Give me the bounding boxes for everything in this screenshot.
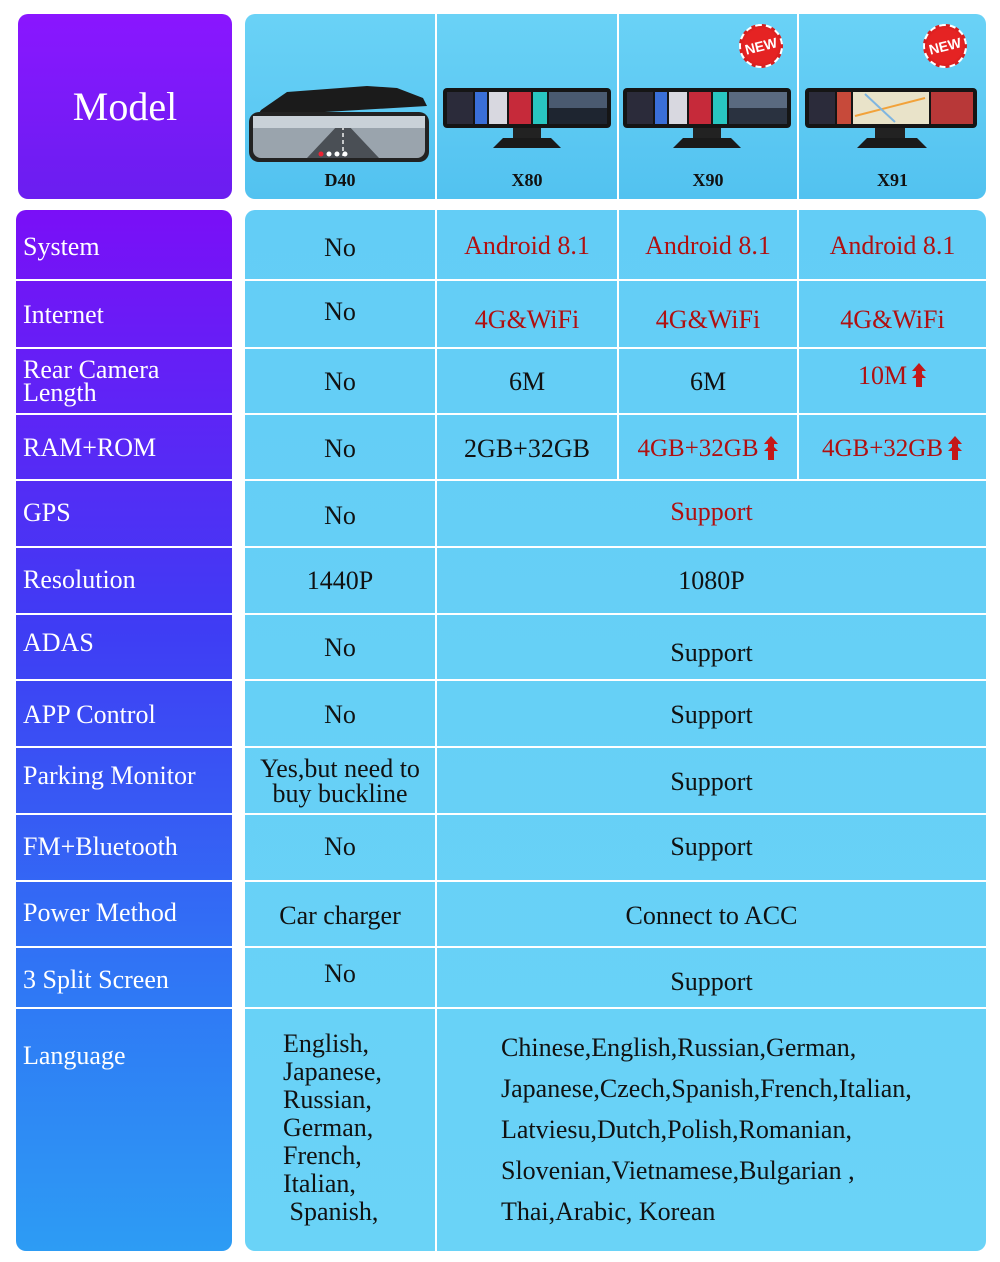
- cell-others-app-control: Support: [670, 699, 753, 729]
- label-line: Length: [23, 378, 97, 407]
- label-adas: ADAS: [23, 627, 94, 657]
- language-item: English,: [283, 1029, 369, 1058]
- label-parking-monitor: Parking Monitor: [23, 760, 196, 790]
- dashboard-dashcam-image: [623, 86, 791, 156]
- cell-others-language: [501, 1027, 981, 1232]
- label-app-control: APP Control: [23, 699, 156, 729]
- model-x91: [799, 14, 986, 199]
- cell-value: 4GB+32GB: [821, 434, 944, 462]
- cell-others-parking-monitor: Support: [670, 766, 753, 796]
- cell-x91-rear-camera: [799, 343, 986, 407]
- label-line: Rear Camera: [23, 355, 160, 384]
- model-header-row: [245, 14, 986, 199]
- cell-d40-app-control: No: [324, 699, 356, 729]
- language-item: Spanish,: [283, 1197, 379, 1226]
- cell-x80-system: Android 8.1: [464, 230, 590, 260]
- model-header-cell: [18, 14, 232, 199]
- cell-line: Yes,but need to: [260, 754, 420, 783]
- cell-x80-rear-camera: 6M: [508, 366, 546, 396]
- dashboard-dashcam-image: [805, 86, 977, 156]
- language-item: Japanese,: [283, 1057, 382, 1086]
- label-system: System: [23, 231, 100, 261]
- cell-value: 4GB+32GB: [637, 434, 759, 462]
- double-up-arrow-icon: [911, 362, 927, 388]
- language-line: Slovenian,Vietnamese,Bulgarian ,: [501, 1156, 855, 1185]
- double-up-arrow-icon: [763, 435, 779, 461]
- cell-x90-internet: 4G&WiFi: [655, 304, 761, 334]
- cell-others-power-method: Connect to ACC: [625, 900, 798, 930]
- new-badge: NEW: [734, 19, 787, 72]
- cell-d40-parking-monitor: [245, 751, 435, 811]
- label-power-method: Power Method: [23, 897, 177, 927]
- cell-x91-ram-rom: [799, 415, 986, 481]
- cell-others-split-screen: Support: [670, 966, 753, 996]
- language-line: Japanese,Czech,Spanish,French,Italian,: [501, 1074, 912, 1103]
- label-language: Language: [23, 1040, 126, 1070]
- cell-d40-ram-rom: No: [324, 433, 356, 463]
- cell-d40-rear-camera: No: [324, 366, 356, 396]
- label-ram-rom: RAM+ROM: [23, 432, 157, 462]
- model-name: X80: [511, 170, 543, 190]
- label-fm-bluetooth: FM+Bluetooth: [23, 831, 178, 861]
- cell-line: buy buckline: [272, 779, 408, 808]
- cell-d40-resolution: 1440P: [306, 566, 374, 595]
- cell-value: 10M: [857, 360, 908, 390]
- row-divider: [16, 1007, 232, 1009]
- label-internet: Internet: [23, 299, 104, 329]
- cell-others-gps: Support: [670, 496, 753, 526]
- cell-x80-ram-rom: 2GB+32GB: [464, 433, 590, 463]
- cell-d40-fm-bluetooth: No: [324, 831, 356, 861]
- cell-others-resolution: 1080P: [678, 566, 745, 595]
- model-x80: [437, 14, 617, 199]
- model-name: X91: [877, 170, 908, 190]
- cell-x90-ram-rom: [619, 415, 797, 481]
- cell-d40-split-screen: No: [324, 958, 356, 988]
- model-x90: [619, 14, 797, 199]
- language-item: Russian,: [283, 1085, 372, 1114]
- cell-d40-gps: No: [324, 500, 356, 530]
- language-line: Latviesu,Dutch,Polish,Romanian,: [501, 1115, 852, 1144]
- cell-d40-system: No: [324, 232, 356, 262]
- new-badge: NEW: [918, 19, 971, 72]
- cell-x90-system: Android 8.1: [645, 230, 771, 260]
- label-3-split-screen: 3 Split Screen: [23, 964, 169, 994]
- label-rear-camera-length: [16, 349, 232, 413]
- label-gps: GPS: [23, 497, 71, 527]
- model-title: Model: [72, 84, 178, 129]
- cell-d40-language: [283, 1030, 433, 1226]
- cell-others-fm-bluetooth: Support: [670, 831, 753, 861]
- language-line: Thai,Arabic, Korean: [501, 1197, 716, 1226]
- cell-d40-internet: No: [324, 296, 356, 326]
- language-item: German,: [283, 1113, 374, 1142]
- language-line: Chinese,English,Russian,German,: [501, 1033, 857, 1062]
- cell-x80-internet: 4G&WiFi: [474, 304, 580, 334]
- language-item: Italian,: [283, 1169, 356, 1198]
- double-up-arrow-icon: [947, 435, 963, 461]
- cell-others-adas: Support: [670, 637, 753, 667]
- spec-data-grid: [245, 210, 986, 1251]
- dashboard-dashcam-image: [443, 86, 611, 156]
- label-resolution: Resolution: [23, 564, 136, 594]
- cell-x90-rear-camera: 6M: [689, 366, 727, 396]
- language-item: French,: [283, 1141, 362, 1170]
- model-name: X90: [692, 170, 724, 190]
- cell-d40-adas: No: [324, 632, 356, 662]
- cell-x91-system: Android 8.1: [829, 230, 956, 260]
- feature-label-column: [16, 210, 232, 1251]
- model-d40: [245, 14, 435, 199]
- cell-x91-internet: 4G&WiFi: [840, 304, 945, 334]
- cell-d40-power-method: Car charger: [279, 900, 401, 930]
- mirror-dashcam-image: [247, 76, 433, 168]
- model-name: D40: [324, 170, 356, 190]
